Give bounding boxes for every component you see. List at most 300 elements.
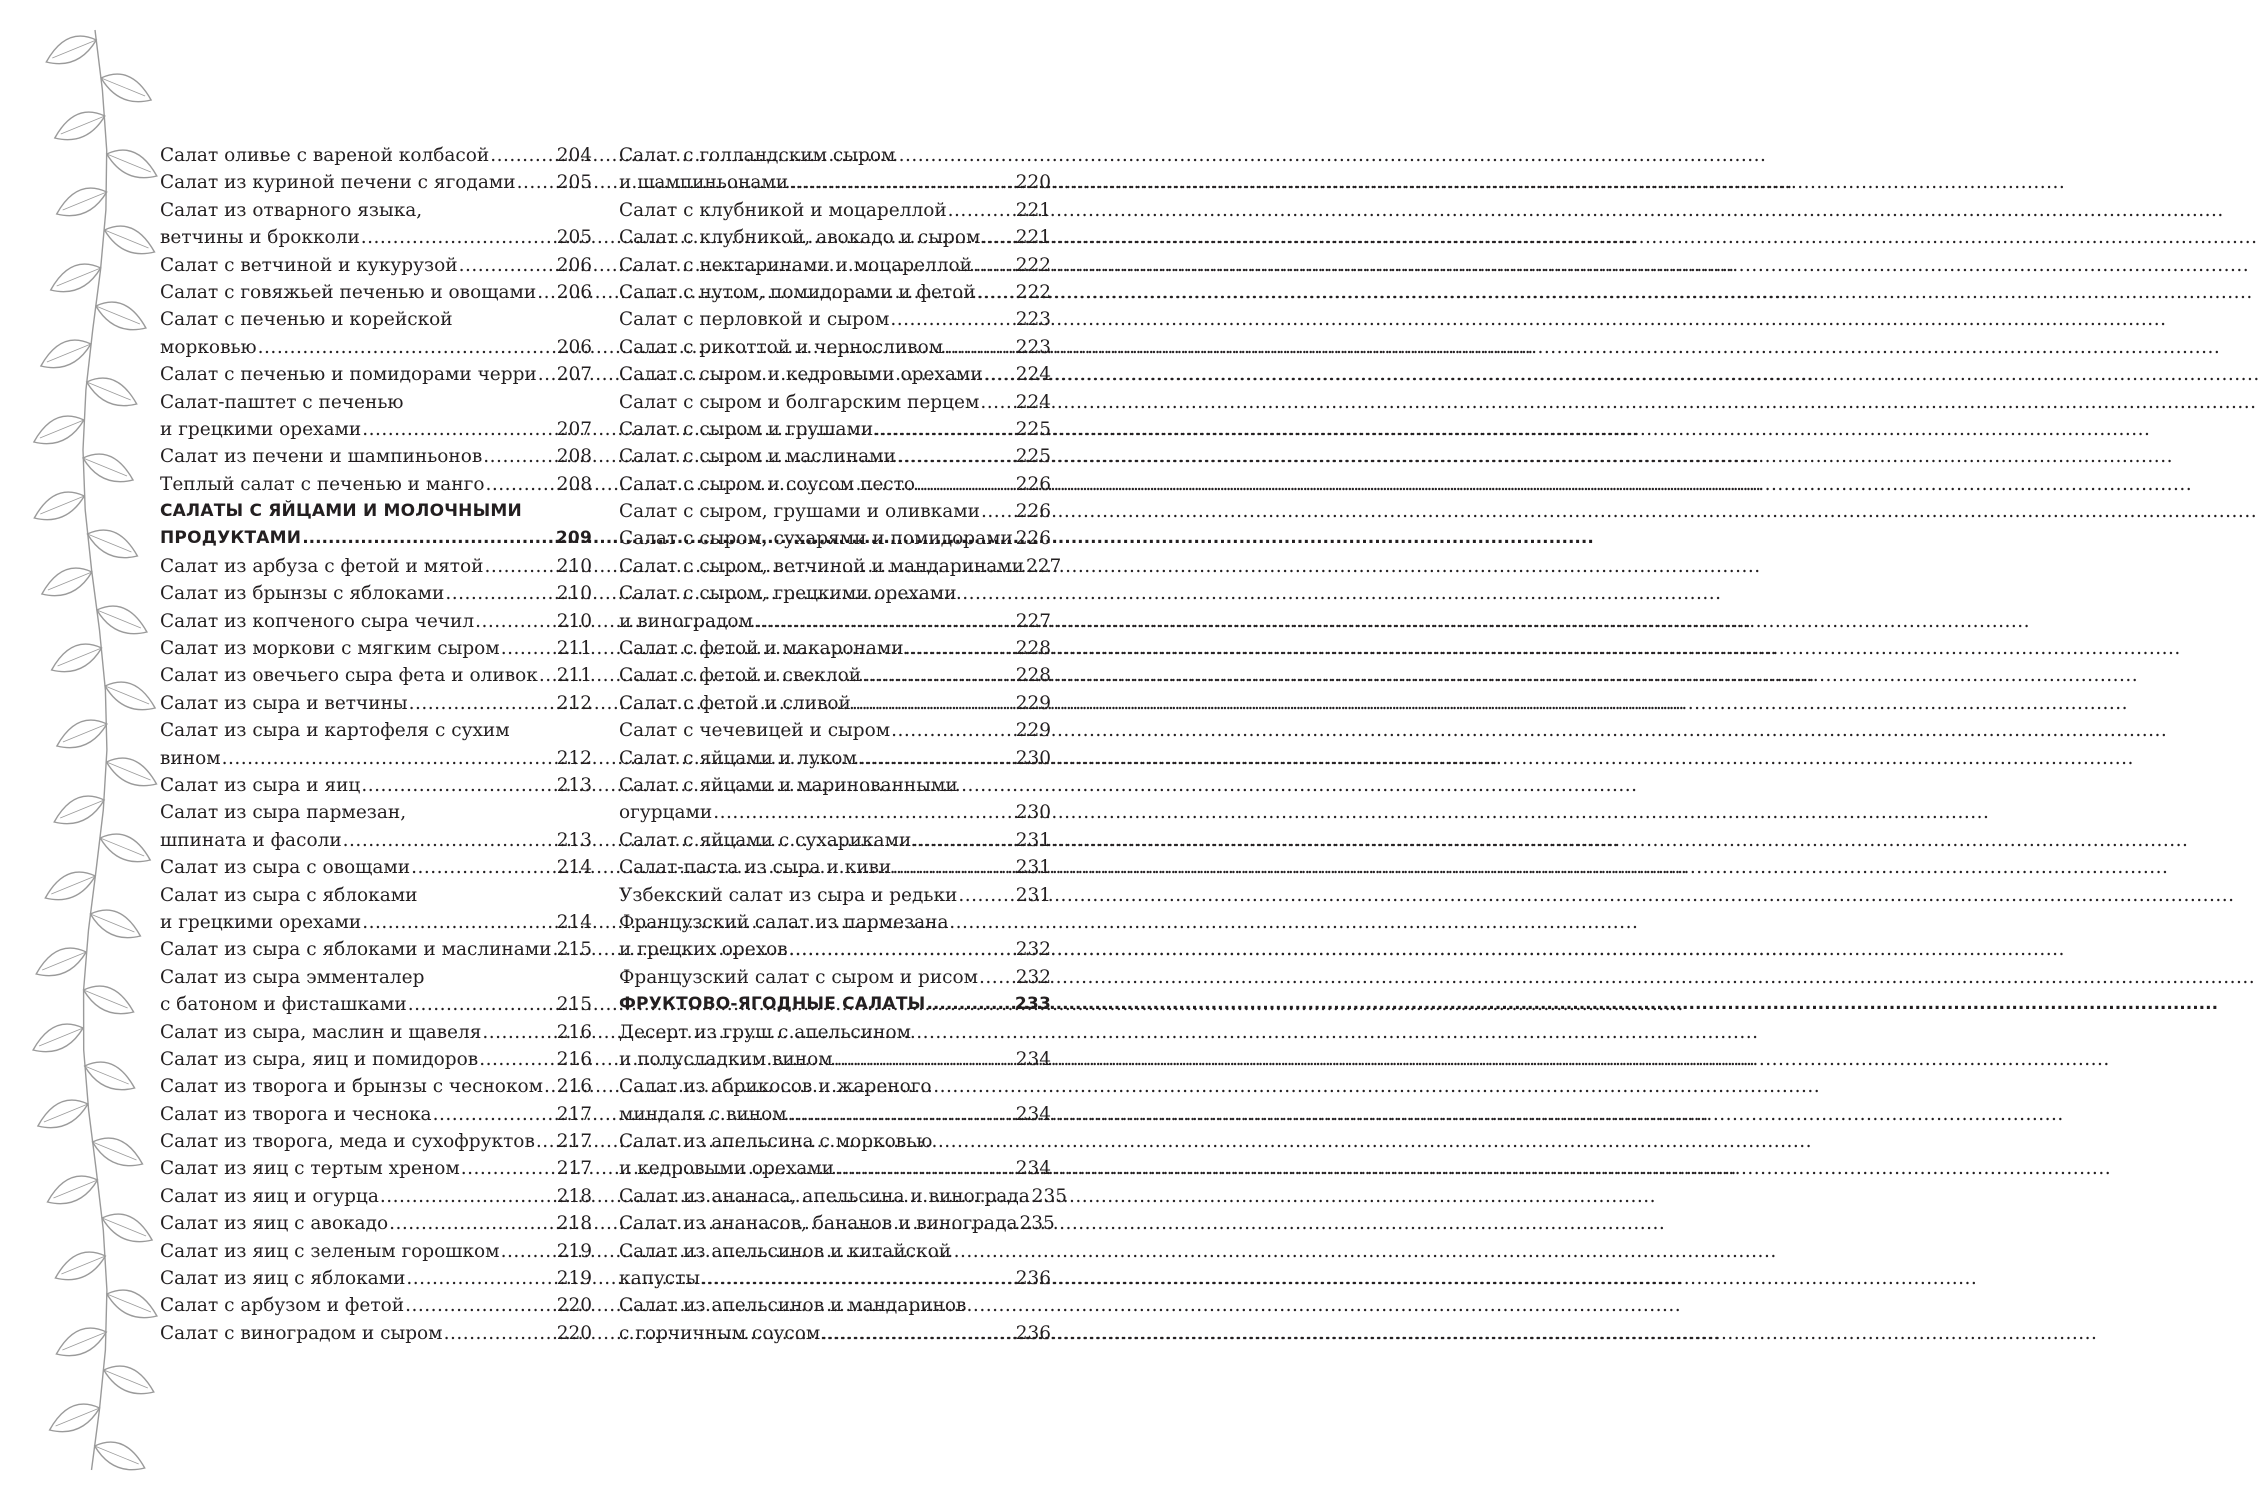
toc-entry-title: Салат с чечевицей и сыром [619, 720, 891, 742]
dot-leader [389, 1210, 556, 1237]
toc-entry-title: и кедровыми орехами [619, 1158, 834, 1180]
toc-entry [619, 334, 1051, 361]
toc-entry-title: Салат из яиц с тертым хреном [160, 1158, 460, 1180]
toc-entry-title: Салат с сыром, сухарями и помидорами [619, 528, 1013, 550]
toc-entry [160, 1019, 592, 1046]
toc-page-number: 210 [556, 555, 592, 577]
toc-page-number: 221 [1015, 227, 1051, 249]
toc-entry-title: Салат с сыром и соусом песто [619, 473, 916, 495]
toc-entry-title: вином [160, 747, 221, 769]
toc-entry [160, 1292, 592, 1319]
toc-entry [619, 169, 1051, 196]
toc-entry [619, 1155, 1051, 1182]
toc-entry [160, 416, 592, 443]
toc-page-number: 206 [556, 336, 592, 358]
dot-leader [948, 197, 1015, 224]
toc-page-number: 232 [1015, 939, 1051, 961]
toc-entry [619, 1292, 1051, 1319]
toc-page-number: 227 [1015, 610, 1051, 632]
toc-page-number: 231 [1015, 857, 1051, 879]
toc-entry [160, 936, 592, 963]
toc-entry [160, 909, 592, 936]
toc-entry-title: Салат из апельсинов и мандаринов [619, 1295, 967, 1317]
toc-entry [160, 608, 592, 635]
toc-entry-title: Салат из абрикосов и жареного [619, 1076, 932, 1098]
toc-entry-title: Салат-паштет с печенью [160, 391, 404, 413]
toc-entry [160, 745, 592, 772]
toc-entry-title: Французский салат с сыром и рисом [619, 966, 979, 988]
toc-entry [619, 279, 1051, 306]
toc-page-number: 217 [556, 1158, 592, 1180]
toc-entry-title: Салат с говяжьей печенью и овощами [160, 281, 537, 303]
dot-leader [821, 1320, 1014, 1347]
toc-entry-title: Салат с арбузом и фетой [160, 1295, 405, 1317]
toc-entry [160, 635, 592, 662]
toc-entry [160, 662, 592, 689]
toc-page-number: 206 [556, 281, 592, 303]
dot-leader [501, 1238, 556, 1265]
toc-page-number: 208 [556, 473, 592, 495]
dot-leader [897, 443, 1015, 470]
dot-leader [944, 334, 1015, 361]
toc-entry [160, 1101, 592, 1128]
toc-entry-title: Салат с перловкой и сыром [619, 309, 890, 331]
dot-leader [980, 389, 1014, 416]
leaf-ornament-border [30, 30, 160, 1480]
toc-page-number: 225 [1015, 418, 1051, 440]
toc-entry-title: Салат из сыра и яиц [160, 774, 361, 796]
toc-entry-title: Салат из яиц с авокадо [160, 1213, 389, 1235]
toc-entry-title: Салат с яйцами с сухариками [619, 829, 912, 851]
toc-entry-title: Салат из куриной печени с ягодами [160, 172, 516, 194]
toc-entry [619, 197, 1051, 224]
toc-entry-title: Салат из творога и брынзы с чесноком [160, 1076, 544, 1098]
dot-leader [905, 635, 1015, 662]
toc-entry-title: САЛАТЫ С ЯЙЦАМИ И МОЛОЧНЫМИ [160, 501, 522, 522]
toc-page-number: 211 [556, 665, 592, 687]
toc-entry-title: Салат из овечьего сыра фета и оливок [160, 665, 538, 687]
toc-entry-title: Салат из сыра пармезан, [160, 802, 407, 824]
toc-section-heading [160, 498, 592, 525]
dot-leader [444, 1320, 556, 1347]
dot-leader [459, 252, 556, 279]
toc-entry-title: Салат из сыра и картофеля с сухим [160, 720, 510, 742]
vine-stem [83, 30, 107, 1470]
toc-entry-title: Десерт из груш с апельсином [619, 1021, 911, 1043]
toc-entry [160, 279, 592, 306]
dot-leader [406, 1265, 555, 1292]
dot-leader [713, 799, 1014, 826]
toc-entry [619, 471, 1051, 498]
toc-entry [160, 690, 592, 717]
toc-entry [619, 909, 1051, 936]
toc-page-number: 233 [1014, 994, 1051, 1015]
toc-entry [619, 224, 1051, 251]
toc-page-number: 212 [556, 747, 592, 769]
toc-entry [160, 799, 592, 826]
toc-entry [619, 1128, 1051, 1155]
toc-page-number: 208 [556, 446, 592, 468]
toc-page-number: 236 [1015, 1268, 1051, 1290]
toc-entry [160, 252, 592, 279]
toc-entry-title: Салат из сыра с овощами [160, 857, 411, 879]
toc-entry [619, 416, 1051, 443]
dot-leader [553, 936, 556, 963]
toc-entry [160, 772, 592, 799]
dot-leader [405, 1292, 556, 1319]
dot-leader [222, 745, 556, 772]
toc-entry [160, 197, 592, 224]
toc-entry [619, 1046, 1051, 1073]
dot-leader [482, 1019, 555, 1046]
toc-entry-title: ПРОДУКТАМИ [160, 528, 302, 549]
dot-leader [362, 416, 555, 443]
dot-leader [788, 1101, 1015, 1128]
toc-entry-title: капусты [619, 1268, 701, 1290]
dot-leader [977, 279, 1015, 306]
toc-entry [619, 745, 1051, 772]
dot-leader [912, 827, 1014, 854]
dot-leader [537, 279, 555, 306]
toc-entry [619, 389, 1051, 416]
dot-leader [485, 553, 556, 580]
toc-entry [619, 553, 1062, 580]
toc-entry-title: Салат из ананасов, бананов и винограда [619, 1213, 1018, 1235]
dot-leader [926, 991, 1013, 1018]
toc-page-number: 217 [556, 1103, 592, 1125]
toc-entry [619, 498, 1051, 525]
toc-entry [619, 142, 1051, 169]
toc-entry-title: Салат с сыром, ветчиной и мандаринами [619, 555, 1025, 577]
toc-entry-title: Салат из творога, меда и сухофруктов [160, 1131, 535, 1153]
toc-entry [619, 964, 1051, 991]
toc-entry [619, 580, 1051, 607]
toc-page-number: 216 [556, 1021, 592, 1043]
toc-page-number: 228 [1015, 638, 1051, 660]
dot-leader [539, 662, 556, 689]
dot-leader [445, 580, 555, 607]
toc-entry [160, 854, 592, 881]
toc-page-number: 207 [556, 418, 592, 440]
toc-page-number: 229 [1015, 720, 1051, 742]
toc-entry-title: Салат с печенью и помидорами черри [160, 364, 537, 386]
toc-entry [160, 142, 592, 169]
toc-entry-title: Салат с яйцами и луком [619, 747, 857, 769]
dot-leader [834, 1046, 1015, 1073]
dot-leader [501, 635, 556, 662]
toc-entry [160, 827, 592, 854]
dot-leader [835, 1155, 1015, 1182]
toc-entry [619, 799, 1051, 826]
toc-page-number: 210 [556, 583, 592, 605]
toc-entry [619, 252, 1051, 279]
toc-entry-title: морковью [160, 336, 257, 358]
toc-entry-title: Салат из сыра эмменталер [160, 966, 425, 988]
dot-leader [981, 498, 1015, 525]
dot-leader [479, 1046, 555, 1073]
toc-entry-title: Салат из отварного языка, [160, 199, 423, 221]
toc-entry [619, 361, 1051, 388]
toc-entry [619, 772, 1051, 799]
toc-page-number: 226 [1015, 473, 1051, 495]
toc-entry-title: Французский салат из пармезана [619, 911, 949, 933]
toc-page-number: 213 [556, 829, 592, 851]
toc-entry [619, 608, 1051, 635]
toc-page-number: 216 [556, 1076, 592, 1098]
toc-entry [619, 827, 1051, 854]
toc-entry-title: Салат с виноградом и сыром [160, 1322, 443, 1344]
toc-entry [160, 717, 592, 744]
toc-entry-title: Салат из сыра и ветчины [160, 692, 408, 714]
dot-leader [973, 252, 1015, 279]
dot-leader [408, 991, 556, 1018]
toc-entry [619, 1183, 1068, 1210]
toc-page-number: 235 [1031, 1185, 1068, 1207]
toc-entry-title: Салат с нутом, помидорами и фетой [619, 281, 976, 303]
toc-entry [160, 1238, 592, 1265]
toc-section-heading [619, 991, 1051, 1018]
toc-entry [160, 1155, 592, 1182]
toc-entry [160, 1183, 592, 1210]
toc-page-number: 209 [555, 528, 592, 549]
toc-page-number: 211 [556, 638, 592, 660]
dot-leader [343, 827, 556, 854]
toc-entry-title: Салат из сыра с яблоками [160, 884, 418, 906]
toc-entry [619, 1265, 1051, 1292]
toc-page-number: 218 [556, 1213, 592, 1235]
toc-section-heading [160, 525, 592, 552]
toc-page-number: 230 [1015, 802, 1051, 824]
dot-leader [789, 169, 1015, 196]
toc-page-number: 213 [556, 774, 592, 796]
dot-leader [891, 717, 1015, 744]
toc-entry-title: Салат с нектаринами и моцареллой [619, 254, 972, 276]
dot-leader [362, 909, 555, 936]
toc-entry-title: Салат оливье с вареной колбасой [160, 145, 490, 166]
dot-leader [433, 1101, 556, 1128]
toc-entry [619, 690, 1051, 717]
toc-left-column [160, 142, 592, 1347]
toc-entry-title: Салат из яиц с зеленым горошком [160, 1240, 500, 1262]
toc-entry [619, 525, 1051, 552]
toc-page-number: 218 [556, 1185, 592, 1207]
toc-page-number: 212 [556, 692, 592, 714]
toc-page-number: 223 [1015, 309, 1051, 331]
toc-entry [619, 936, 1051, 963]
toc-entry [160, 306, 592, 333]
toc-entry-title: Салат с рикоттой и черносливом [619, 336, 944, 358]
toc-page-number: 235 [1019, 1213, 1055, 1235]
toc-page-number: 236 [1015, 1322, 1051, 1344]
dot-leader [701, 1265, 1015, 1292]
dot-leader [461, 1155, 556, 1182]
toc-entry [160, 1320, 592, 1347]
toc-entry-title: Салат из арбуза с фетой и мятой [160, 555, 484, 577]
toc-entry-title: Салат из ананаса, апельсина и винограда [619, 1185, 1030, 1207]
dot-leader [409, 690, 556, 717]
toc-page-number: 220 [556, 1322, 592, 1344]
toc-page-number: 214 [556, 857, 592, 879]
dot-leader [1014, 525, 1015, 552]
toc-entry-title: Салат с сыром и болгарским перцем [619, 391, 980, 413]
toc-entry-title: Салат с яйцами и маринованными [619, 774, 958, 796]
dot-leader [874, 416, 1014, 443]
toc-entry [619, 635, 1051, 662]
toc-page-number: 216 [556, 1048, 592, 1070]
toc-entry-title: шпината и фасоли [160, 829, 342, 851]
dot-leader [984, 361, 1015, 388]
toc-page-number: 226 [1015, 501, 1051, 523]
dot-leader [361, 224, 556, 251]
toc-entry [160, 991, 592, 1018]
toc-page-number: 231 [1015, 884, 1051, 906]
toc-entry [160, 1265, 592, 1292]
toc-right-column [619, 142, 1068, 1347]
toc-entry-title: Салат с сыром и маслинами [619, 446, 896, 468]
toc-entry [619, 662, 1051, 689]
toc-page-number: 226 [1015, 528, 1051, 550]
dot-leader [483, 443, 555, 470]
toc-page-number: 219 [556, 1240, 592, 1262]
toc-entry [619, 443, 1051, 470]
toc-page-number: 234 [1015, 1048, 1051, 1070]
toc-entry [160, 361, 592, 388]
toc-page-number: 227 [1026, 555, 1062, 577]
dot-leader [958, 882, 1014, 909]
dot-leader [380, 1183, 556, 1210]
toc-entry-title: миндаля с вином [619, 1103, 787, 1125]
toc-entry [619, 1019, 1051, 1046]
toc-entry-title: Салат из яиц с яблоками [160, 1268, 406, 1290]
toc-page-number: 217 [556, 1131, 592, 1153]
toc-entry-title: Салат с сыром, грецкими орехами [619, 583, 957, 605]
toc-page-number: 214 [556, 911, 592, 933]
toc-entry-title: Салат с ветчиной и кукурузой [160, 254, 458, 276]
toc-entry-title: и шампиньонами [619, 172, 789, 194]
toc-entry-title: Салат с сыром и кедровыми орехами [619, 364, 983, 386]
toc-entry [160, 169, 592, 196]
toc-entry [160, 1128, 592, 1155]
toc-entry [160, 443, 592, 470]
toc-entry-title: Салат из брынзы с яблоками [160, 583, 445, 605]
toc-page-number: 234 [1015, 1103, 1051, 1125]
toc-entry-title: Салат с клубникой и моцареллой [619, 199, 947, 221]
toc-entry [160, 580, 592, 607]
toc-page-number: 223 [1015, 336, 1051, 358]
dot-leader [538, 361, 556, 388]
toc-entry [160, 1210, 592, 1237]
toc-page-number: 234 [1015, 1158, 1051, 1180]
toc-page-number: 222 [1015, 254, 1051, 276]
dot-leader [544, 1073, 556, 1100]
toc-entry [619, 1210, 1055, 1237]
toc-entry [160, 964, 592, 991]
toc-entry [160, 1073, 592, 1100]
toc-page-number: 232 [1015, 966, 1051, 988]
toc-page-number: 205 [556, 227, 592, 249]
toc-entry-title: и грецкими орехами [160, 911, 362, 933]
toc-entry-title: и виноградом [619, 610, 753, 632]
toc-entry-title: Салат из моркови с мягким сыром [160, 638, 500, 660]
toc-entry-title: Салат из сыра, маслин и щавеля [160, 1021, 482, 1043]
toc-entry [619, 1238, 1051, 1265]
dot-leader [258, 334, 556, 361]
toc-page-number: 204 [556, 145, 592, 166]
dot-leader [979, 964, 1015, 991]
dot-leader [754, 608, 1015, 635]
toc-entry [160, 471, 592, 498]
toc-page-number: 224 [1015, 391, 1051, 413]
toc-entry-title: Салат из сыра, яиц и помидоров [160, 1048, 479, 1070]
dot-leader [890, 306, 1014, 333]
toc-page-number: 224 [1015, 364, 1051, 386]
toc-entry-title: и грецких орехов [619, 939, 788, 961]
toc-page-number: 205 [556, 172, 592, 194]
dot-leader [411, 854, 556, 881]
toc-entry-title: с батоном и фисташками [160, 994, 407, 1016]
toc-entry-title: Салат из копченого сыра чечил [160, 610, 475, 632]
toc-entry [160, 334, 592, 361]
toc-entry [619, 854, 1051, 881]
toc-page-number: 210 [556, 610, 592, 632]
dot-leader [490, 142, 555, 169]
toc-entry [619, 1101, 1051, 1128]
dot-leader [302, 525, 555, 552]
dot-leader [536, 1128, 556, 1155]
toc-entry-title: Салат из творога и чеснока [160, 1103, 432, 1125]
toc-page-number: 221 [1015, 199, 1051, 221]
toc-entry-title: ФРУКТОВО-ЯГОДНЫЕ САЛАТЫ [619, 994, 926, 1015]
toc-entry [160, 1046, 592, 1073]
toc-entry-title: Салат из апельсина с морковью [619, 1131, 933, 1153]
toc-entry-title: Салат с фетой и макаронами [619, 638, 904, 660]
toc-page-number: 228 [1015, 665, 1051, 687]
toc-page-number: 220 [1015, 172, 1051, 194]
dot-leader [892, 854, 1014, 881]
toc-entry-title: огурцами [619, 802, 713, 824]
toc-entry-title: Салат из яиц и огурца [160, 1185, 379, 1207]
dot-leader [858, 745, 1015, 772]
dot-leader [852, 690, 1015, 717]
toc-entry-title: Салат из печени и шампиньонов [160, 446, 483, 468]
dot-leader [789, 936, 1015, 963]
toc-entry-title: Салат с фетой и свеклой [619, 665, 862, 687]
toc-page-number: 229 [1015, 692, 1051, 714]
toc-page-number: 219 [556, 1268, 592, 1290]
toc-entry-title: и грецкими орехами [160, 418, 362, 440]
toc-page-number: 206 [556, 254, 592, 276]
toc-entry [160, 389, 592, 416]
dot-leader [475, 608, 556, 635]
toc-entry-title: ветчины и брокколи [160, 227, 360, 249]
toc-entry-title: Узбекский салат из сыра и редьки [619, 884, 958, 906]
toc-entry-title: Салат с фетой и сливой [619, 692, 851, 714]
dot-leader [981, 224, 1014, 251]
toc-entry-title: и полусладким вином [619, 1048, 833, 1070]
dot-leader [862, 662, 1015, 689]
dot-leader [916, 471, 1015, 498]
toc-entry-title: Салат с сыром и грушами [619, 418, 874, 440]
toc-entry-title: Салат с клубникой, авокадо и сыром [619, 227, 981, 249]
toc-entry [619, 882, 1051, 909]
toc-page-number: 215 [556, 939, 592, 961]
toc-page-number: 215 [556, 994, 592, 1016]
dot-leader [485, 471, 555, 498]
toc-entry-title: Теплый салат с печенью и манго [160, 473, 485, 495]
toc-entry-title: Салат из сыра с яблоками и маслинами [160, 939, 552, 961]
toc-entry-title: с горчичным соусом [619, 1322, 821, 1344]
toc-page-number: 220 [556, 1295, 592, 1317]
